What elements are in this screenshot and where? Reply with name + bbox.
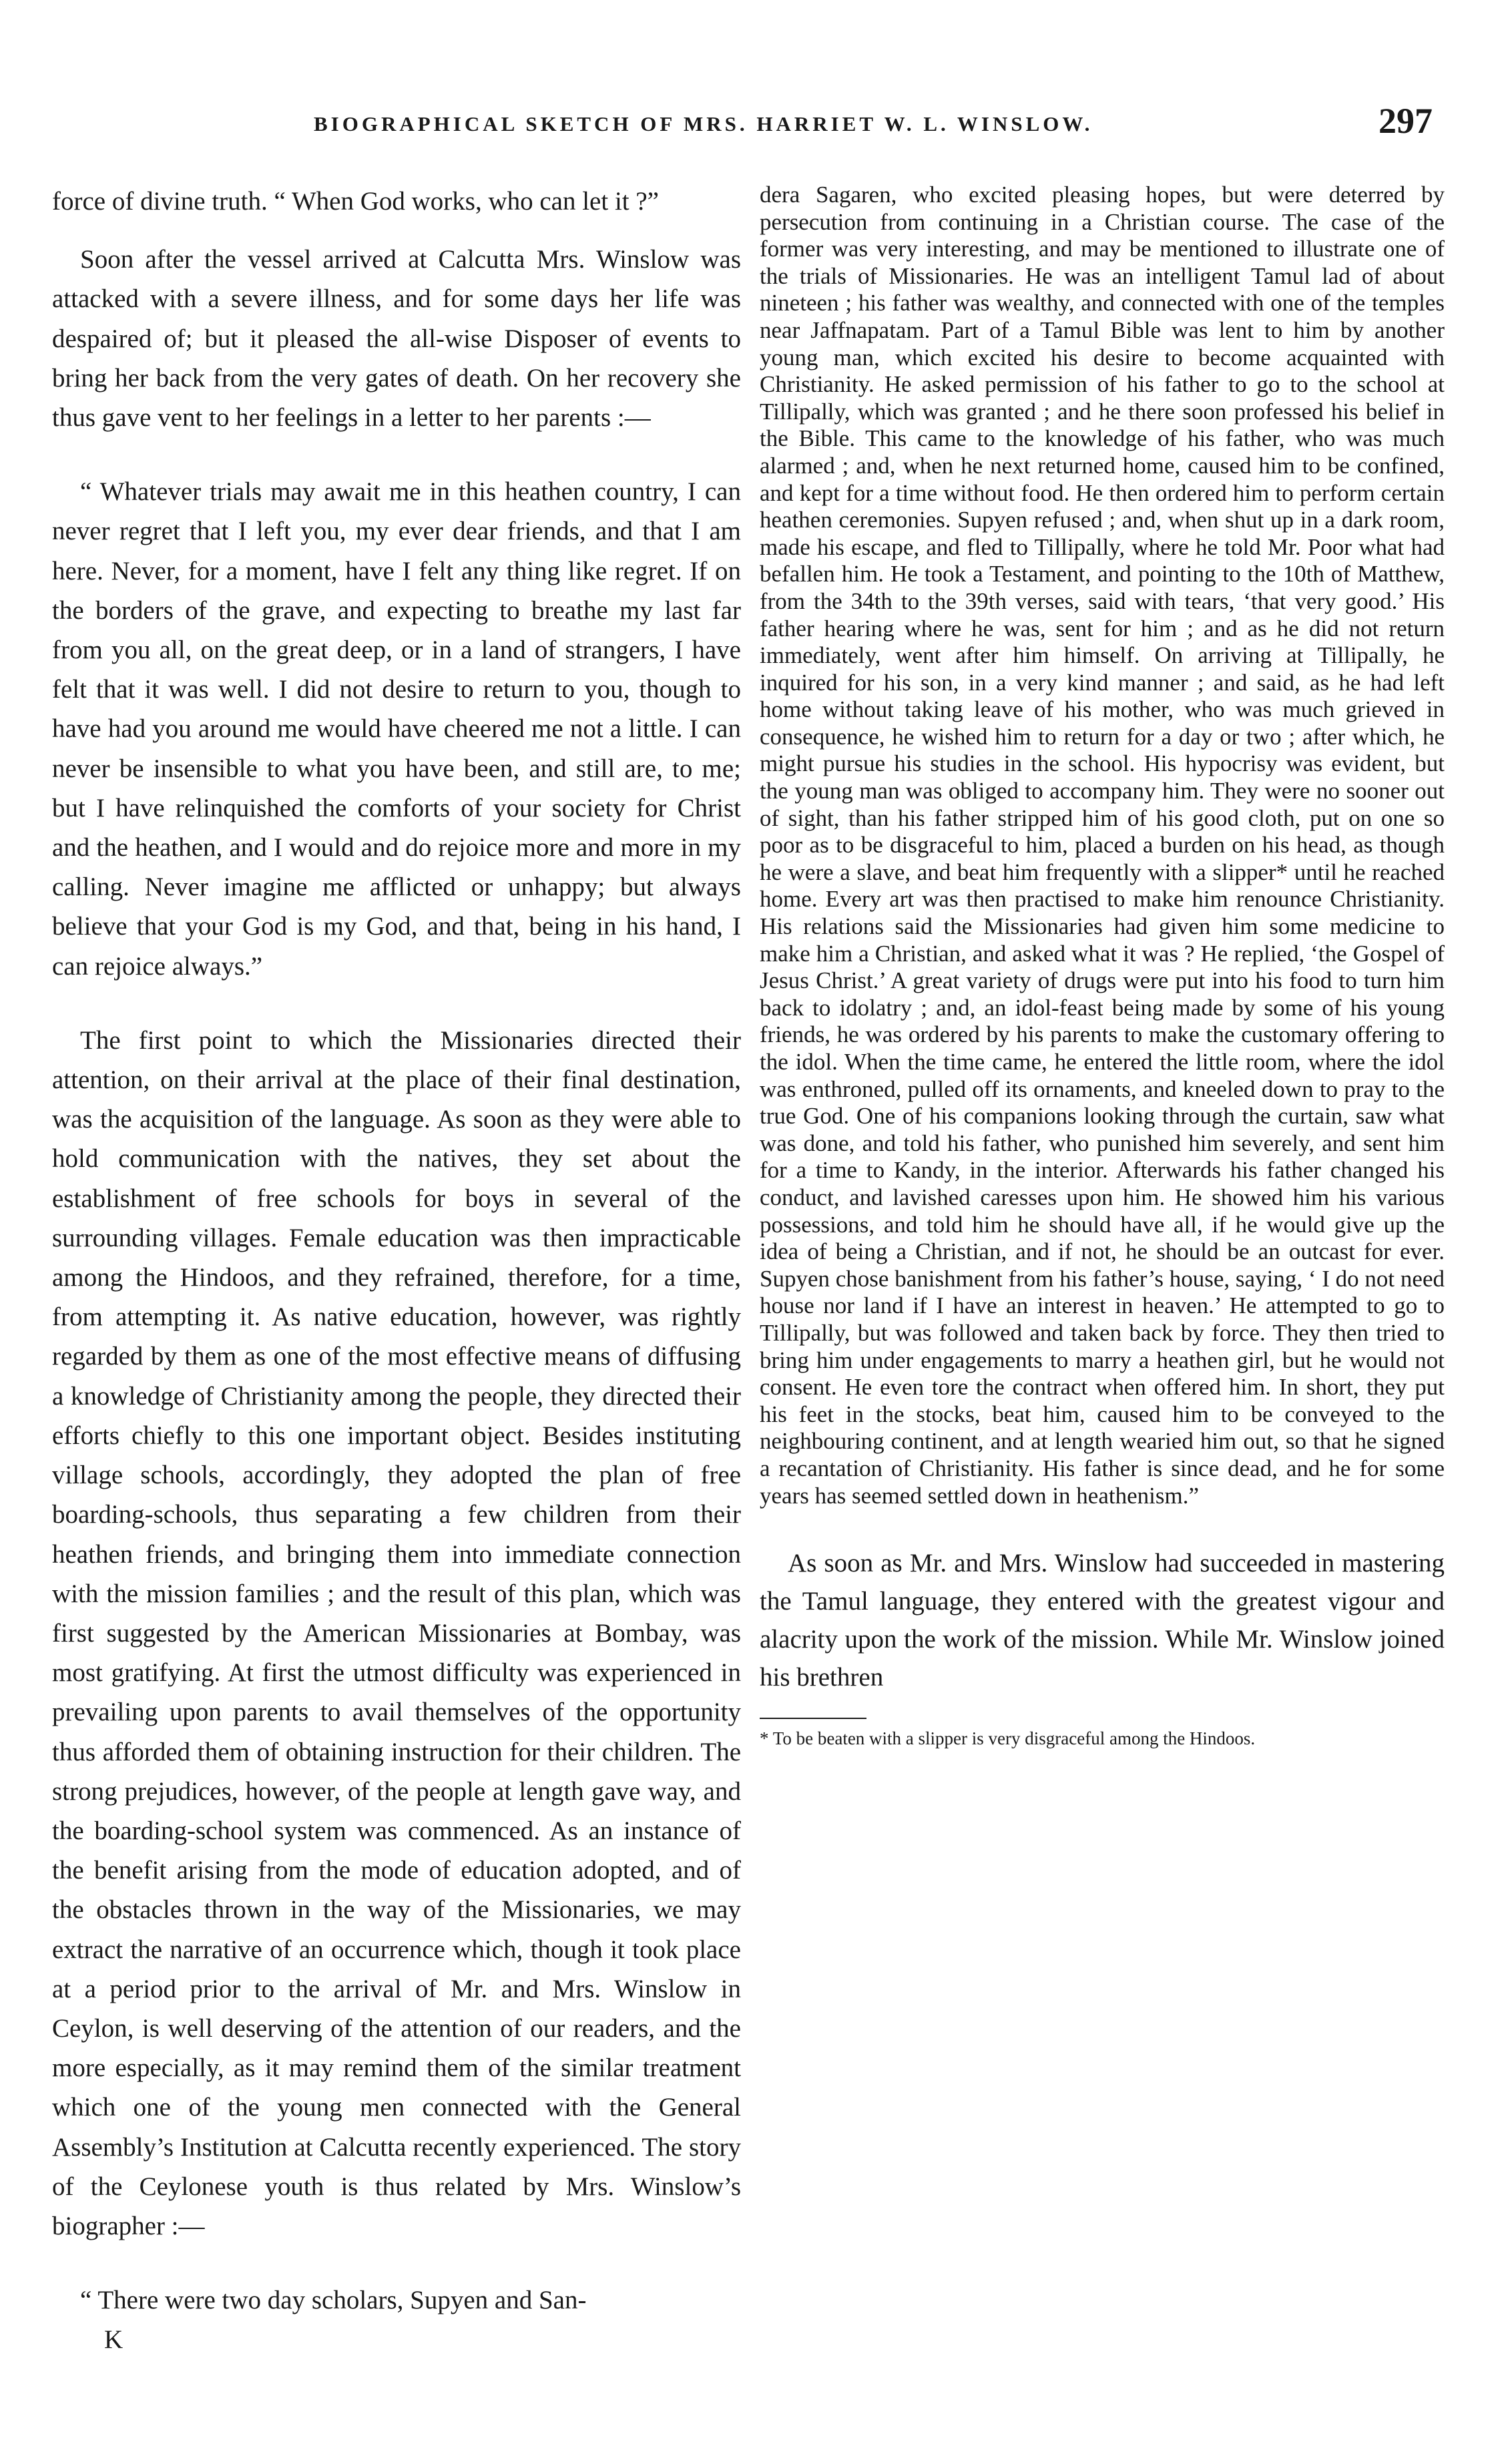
page-header (0, 100, 1512, 160)
letter-quote: “ Whatever trials may await me in this heathen country, I can never regret that I left you, my ever dear friends, and that I am here. Never, for a moment, have I felt any thing like regret. If on the borders of the grave, and expecting to breathe my last far from you all, on the great deep, or in a land of strangers, I have felt that it was well. I did not desire to return to you, though to have had you around me would have cheered me not a little. I can never be insensible to what you have been, and still are, to me; but I have relinquished the comforts of your society for Christ and the heathen, and I would and do rejoice more and more in my calling. Never imagine me afflicted or unhappy; but always believe that your God is my God, and that, being in his hand, I can rejoice always.” (52, 477, 741, 981)
catchword: K (104, 2325, 123, 2355)
page-number: 297 (1378, 101, 1433, 141)
right-column (760, 182, 1445, 1749)
paragraph-continuation: force of divine truth. “ When God works, who can let it ?” (52, 187, 659, 216)
left-column (52, 182, 741, 2360)
paragraph-tamul-mastered: As soon as Mr. and Mrs. Winslow had succeeded in mastering the Tamul language, they entered with the greatest vigour and alacrity upon the work of the mission. While Mr. Winslow joined his brethren (760, 1549, 1445, 1692)
footnote: * To be beaten with a slipper is very disgraceful among the Hindoos. (760, 1728, 1256, 1749)
footnote-rule (760, 1718, 866, 1719)
narrative-supyen: dera Sagaren, who excited pleasing hopes, but were deterred by persecution from continuing in a Christian course. The case of the former was very interesting, and may be mentioned to illustrate one of the trials of Missionaries. He was an intelligent Tamul lad of about nineteen ; his father was wealthy, and connected with one of the temples near Jaffnapatam. Part of a Tamul Bible was lent to him by another young man, which excited his desire to become acquainted with Christianity. He asked permission of his father to go to the school at Tillipally, which was granted ; and he there soon professed his belief in the Bible. This came to the knowledge of his father, who was much alarmed ; and, when he next returned home, caused him to be confined, and kept for a time without food. He then ordered him to perform certain heathen ceremonies. Supyen refused ; and, when shut up in a dark room, made his escape, and fled to Tillipally, where he told Mr. Poor what had befallen him. He took a Testament, and pointing to the 10th of Matthew, from the 34th to the 39th verses, said with tears, ‘that very good.’ His father hearing where he was, sent for him ; and as he did not return immediately, went after him himself. On arriving at Tillipally, he inquired for his son, in a very kind manner ; and said, as he had left home without taking leave of his mother, who was much grieved in consequence, he wished him to return for a day or two ; after which, he might pursue his studies in the school. His hypocrisy was evident, but the young man was obliged to accompany him. They were no sooner out of sight, than his father stripped him of his good cloth, put on one so poor as to be disgraceful to him, placed a burden on his head, as though he were a slave, and beat him frequently with a slipper* until he reached home. Every art was then practised to make him renounce Christianity. His relations said the Missionaries had given him some medicine to make him a Christian, and asked what it was ? He replied, ‘the Gospel of Jesus Christ.’ A great variety of drugs were put into his food to turn him back to idolatry ; and, an idol-feast being made by some of his young friends, he was ordered by his parents to make the customary offering to the idol. When the time came, he entered the little room, where the idol was enthroned, pulled off its ornaments, and kneeled down to pray to the true God. One of his companions looking through the curtain, saw what was done, and told his father, who punished him severely, and sent him for a time to Kandy, in the interior. Afterwards his father changed his conduct, and lavished caresses upon him. He showed him his various possessions, and told him he should have all, if he would give up the idea of being a Christian, and if not, he should be an outcast for ever. Supyen chose banishment from his father’s house, saying, ‘ I do not need house nor land if I have an interest in heaven.’ He attempted to go to Tillipally, but was followed and taken back by force. They then tried to bring him under engagements to marry a heathen girl, but he would not consent. He even tore the contract when offered him. In short, they put his feet in the stocks, beat him, caused him to be conveyed to the neighbouring continent, and at length wearied him out, so that he signed a recantation of Christianity. His father is since dead, and he for some years has seemed settled down in heathenism.” (760, 182, 1445, 1509)
running-head: BIOGRAPHICAL SKETCH OF MRS. HARRIET W. L. WINSLOW. (314, 112, 1093, 136)
paragraph-missionaries: The first point to which the Missionaries directed their attention, on their arrival at the place of their final destination, was the acquisition of the language. As soon as they were able to hold communication with the natives, they set about the establishment of free schools for boys in several of the surrounding villages. Female education was then impracticable among the Hindoos, and they refrained, therefore, for a time, from attempting it. As native education, however, was rightly regarded by them as one of the most effective means of diffusing a knowledge of Christianity among the people, they directed their efforts chiefly to this one important object. Besides instituting village schools, accordingly, they adopted the plan of free boarding-schools, thus separating a few children from their heathen friends, and bringing them into immediate connection with the mission families ; and the result of this plan, which was first suggested by the American Missionaries at Bombay, was most gratifying. At first the utmost difficulty was experienced in prevailing upon parents to avail themselves of the opportunity thus afforded them of obtaining instruction for their children. The strong prejudices, however, of the people at length gave way, and the boarding-school system was commenced. As an instance of the benefit arising from the mode of education adopted, and of the obstacles thrown in the way of the Missionaries, we may extract the narrative of an occurrence which, though it took place at a period prior to the arrival of Mr. and Mrs. Winslow in Ceylon, is well deserving of the attention of our readers, and the more especially, as it may remind them of the similar treatment which one of the young men connected with the General Assembly’s Institution at Calcutta recently experienced. The story of the Ceylonese youth is thus related by Mrs. Winslow’s biographer :— (52, 1025, 741, 2240)
paragraph-illness: Soon after the vessel arrived at Calcutta Mrs. Winslow was attacked with a severe illness, and for some days her life was despaired of; but it pleased the all-wise Disposer of events to bring her back from the very gates of death. On her recovery she thus gave vent to her feelings in a letter to her parents :— (52, 245, 741, 433)
paragraph-scholars: “ There were two day scholars, Supyen and San- (80, 2286, 587, 2315)
